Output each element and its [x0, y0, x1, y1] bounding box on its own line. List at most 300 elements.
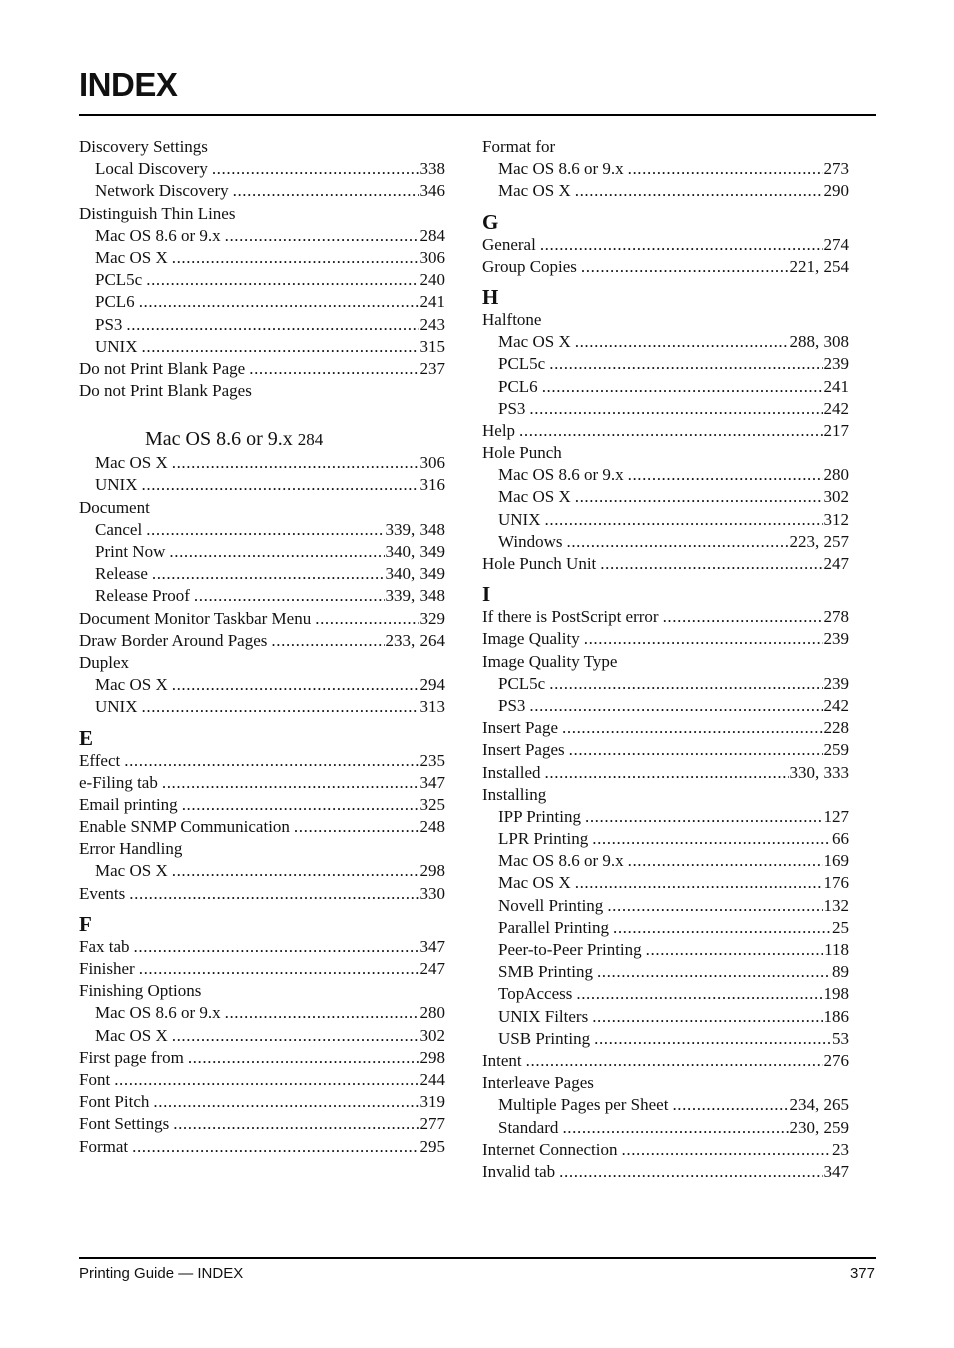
entry-page: 25 — [832, 917, 849, 937]
entry-page: 346 — [419, 181, 445, 201]
entry-page: 240 — [419, 270, 445, 290]
index-subentry — [482, 806, 849, 828]
entry-text: Print Now — [95, 542, 166, 561]
entry-page: 280 — [823, 465, 849, 485]
dot-leader — [172, 247, 419, 269]
dot-leader — [607, 895, 822, 917]
dot-leader — [672, 1094, 788, 1116]
entry-text: Mac OS X — [95, 453, 168, 473]
dot-leader — [233, 180, 419, 202]
entry-text: Mac OS X — [95, 1025, 168, 1045]
dot-leader — [173, 1113, 418, 1135]
dot-leader — [139, 291, 419, 313]
index-entry — [79, 794, 445, 816]
entry-text: Font Pitch — [79, 1092, 150, 1112]
entry-page: 339, 348 — [385, 519, 445, 539]
entry-text: Effect — [79, 750, 121, 770]
entry-text: Installing — [482, 784, 547, 804]
entry-page: 340, 349 — [385, 542, 445, 561]
index-entry — [482, 739, 849, 761]
index-entry — [482, 784, 849, 806]
index-entry — [79, 652, 445, 674]
entry-text: Font — [79, 1069, 111, 1089]
index-entry — [79, 380, 445, 402]
entry-text: Mac OS X — [498, 873, 571, 893]
entry-page: 53 — [832, 1028, 849, 1048]
entry-text: Events — [79, 883, 126, 903]
index-entry — [79, 1091, 445, 1113]
entry-page: 312 — [823, 509, 849, 529]
index-entry — [79, 358, 445, 380]
entry-text: Network Discovery — [95, 181, 229, 201]
entry-text: PCL5c — [95, 270, 143, 290]
index-entry — [79, 203, 445, 225]
entry-page: 313 — [419, 697, 445, 717]
dot-leader — [182, 794, 419, 816]
dot-leader — [529, 398, 822, 420]
spacer — [79, 402, 445, 426]
index-subentry — [79, 291, 445, 313]
entry-page: 277 — [419, 1114, 445, 1134]
index-subentry — [79, 1002, 445, 1024]
entry-text: Finishing Options — [79, 981, 202, 1001]
index-entry — [482, 234, 849, 256]
index-subentry — [482, 828, 849, 850]
footer-label: Printing Guide — INDEX — [79, 1265, 244, 1282]
entry-page: 294 — [419, 675, 445, 695]
entry-page: 233, 264 — [385, 630, 445, 650]
entry-text: Enable SNMP Communication — [79, 817, 290, 837]
index-subentry — [79, 452, 445, 474]
entry-text: Release Proof — [95, 586, 190, 606]
entry-text: Format — [79, 1136, 129, 1156]
entry-page: 66 — [832, 829, 849, 849]
entry-page: 198 — [823, 984, 849, 1004]
index-entry — [79, 980, 445, 1002]
dot-leader — [628, 158, 823, 180]
entry-page: 340, 349 — [385, 564, 445, 584]
index-subentry — [79, 225, 445, 247]
dot-leader — [526, 1050, 823, 1072]
entry-text: Mac OS 8.6 or 9.x — [95, 1003, 221, 1023]
index-subentry — [482, 398, 849, 420]
section-letter: F — [79, 911, 92, 936]
entry-text: Peer-to-Peer Printing — [498, 940, 642, 959]
entry-page: 247 — [823, 554, 849, 573]
entry-page: 316 — [419, 475, 445, 495]
entry-text: Group Copies — [482, 256, 577, 276]
entry-page: 243 — [419, 314, 445, 334]
entry-page: 347 — [419, 772, 445, 792]
entry-text: PS3 — [498, 398, 526, 418]
entry-text: Discovery Settings — [79, 137, 208, 156]
dot-leader — [592, 1006, 822, 1028]
entry-page: 347 — [419, 936, 445, 956]
dot-leader — [519, 420, 822, 442]
index-entry — [482, 309, 849, 331]
entry-text: Email printing — [79, 794, 178, 814]
entry-text: USB Printing — [498, 1028, 591, 1048]
entry-text: Cancel — [95, 519, 143, 539]
dot-leader — [225, 1002, 419, 1024]
section-letter: G — [482, 209, 499, 234]
dot-leader — [569, 739, 823, 761]
dot-leader — [172, 1025, 419, 1047]
entry-text: Do not Print Blank Page — [79, 358, 246, 378]
entry-text: Mac OS 8.6 or 9.x — [498, 851, 624, 871]
dot-leader — [152, 563, 385, 585]
dot-leader — [212, 158, 419, 180]
entry-text: Mac OS X — [95, 675, 168, 695]
entry-page: 325 — [419, 794, 445, 814]
entry-text: Interleave Pages — [482, 1073, 594, 1093]
entry-text: First page from — [79, 1047, 184, 1067]
entry-text: e-Filing tab — [79, 772, 158, 792]
dot-leader — [142, 696, 419, 718]
entry-text: PCL5c — [498, 673, 546, 693]
index-entry — [79, 497, 445, 519]
dot-leader — [575, 180, 823, 202]
entry-text: Document Monitor Taskbar Menu — [79, 608, 312, 628]
entry-text: General — [482, 234, 536, 254]
index-subentry — [79, 269, 445, 291]
entry-page: 288, 308 — [789, 332, 849, 352]
entry-page: 298 — [419, 1047, 445, 1067]
dot-leader — [600, 553, 822, 575]
index-entry — [79, 1113, 445, 1135]
entry-text: Distinguish Thin Lines — [79, 203, 236, 223]
dot-leader — [146, 519, 384, 541]
dot-leader — [315, 608, 418, 630]
dot-leader — [129, 883, 418, 905]
entry-page: 241 — [823, 376, 849, 396]
index-entry — [79, 772, 445, 794]
dot-leader — [142, 336, 419, 358]
entry-page: 239 — [823, 673, 849, 693]
dot-leader — [142, 474, 419, 496]
dot-leader — [529, 695, 822, 717]
index-subentry — [482, 695, 849, 717]
index-subentry — [482, 673, 849, 695]
entry-text: Mac OS X — [498, 487, 571, 507]
dot-leader — [613, 917, 831, 939]
dot-leader — [134, 936, 419, 958]
dot-leader — [172, 674, 419, 696]
entry-page: 176 — [823, 873, 849, 893]
entry-text: Image Quality — [482, 629, 580, 649]
entry-text: IPP Printing — [498, 806, 581, 826]
entry-text: UNIX — [95, 475, 138, 495]
page-title: INDEX — [79, 66, 178, 103]
index-entry — [79, 958, 445, 980]
index-subentry — [482, 1006, 849, 1028]
index-subentry — [482, 158, 849, 180]
index-entry — [79, 936, 445, 958]
entry-text: Duplex — [79, 652, 130, 672]
entry-text: Do not Print Blank Pages — [79, 381, 252, 401]
entry-page: 239 — [823, 354, 849, 374]
dot-leader — [194, 585, 385, 607]
index-subentry — [482, 353, 849, 375]
index-subentry — [482, 1094, 849, 1116]
entry-text: Novell Printing — [498, 895, 604, 915]
section-letter: I — [482, 582, 491, 607]
entry-page: 217 — [823, 420, 849, 440]
index-subentry — [482, 872, 849, 894]
entry-text: Intent — [482, 1050, 522, 1070]
dot-leader — [153, 1091, 418, 1113]
index-subentry — [79, 674, 445, 696]
entry-text: Invalid tab — [482, 1161, 556, 1181]
index-entry — [482, 651, 849, 673]
entry-text: Mac OS X — [498, 332, 571, 352]
entry-page: 330 — [419, 883, 445, 903]
entry-text: Fax tab — [79, 936, 130, 956]
dot-leader — [540, 234, 823, 256]
entry-text: PS3 — [498, 695, 526, 715]
dot-leader — [126, 314, 418, 336]
entry-text: LPR Printing — [498, 829, 589, 849]
dot-leader — [581, 256, 789, 278]
entry-text: Error Handling — [79, 839, 183, 859]
entry-text: Document — [79, 497, 150, 517]
entry-text: UNIX — [95, 697, 138, 717]
entry-page: 339, 348 — [385, 586, 445, 606]
entry-page: 306 — [419, 453, 445, 473]
entry-page: 248 — [419, 817, 445, 837]
entry-text: PCL6 — [95, 292, 135, 312]
entry-page: 247 — [419, 959, 445, 978]
entry-page: 276 — [823, 1050, 849, 1070]
dot-leader — [585, 806, 823, 828]
entry-page: 330, 333 — [789, 762, 849, 782]
index-entry — [482, 1161, 849, 1183]
index-entry — [79, 1047, 445, 1069]
index-entry — [482, 1072, 849, 1094]
index-subentry — [79, 696, 445, 718]
entry-page: 230, 259 — [789, 1117, 849, 1137]
index-subentry — [482, 376, 849, 398]
dot-leader — [622, 1139, 832, 1161]
index-subentry — [482, 180, 849, 202]
entry-page: 127 — [823, 806, 849, 826]
entry-text: Hole Punch Unit — [482, 554, 597, 573]
index-subentry — [79, 158, 445, 180]
index-entry — [482, 1139, 849, 1161]
index-entry — [482, 256, 849, 278]
entry-text: Hole Punch — [482, 443, 562, 463]
index-subentry — [482, 331, 849, 353]
index-subentry — [482, 531, 849, 553]
entry-page: 221, 254 — [789, 256, 849, 276]
entry-page: 242 — [823, 695, 849, 715]
index-column-left — [79, 136, 445, 1158]
index-subentry — [482, 895, 849, 917]
index-entry — [482, 553, 849, 575]
index-entry — [482, 717, 849, 739]
dot-leader — [628, 464, 823, 486]
entry-text: Mac OS X — [95, 247, 168, 267]
dot-leader — [592, 828, 831, 850]
dot-leader — [559, 1161, 822, 1183]
index-subentry — [482, 961, 849, 983]
entry-page: 295 — [419, 1136, 445, 1156]
entry-page: 284 — [297, 430, 324, 450]
index-entry — [79, 750, 445, 772]
section-letter: E — [79, 725, 94, 750]
index-entry — [482, 762, 849, 784]
entry-page: 338 — [419, 159, 445, 179]
entry-text: Help — [482, 420, 516, 440]
entry-text: Finisher — [79, 959, 135, 978]
index-entry — [482, 136, 849, 158]
entry-text: Standard — [498, 1117, 559, 1137]
entry-page: 273 — [823, 159, 849, 179]
entry-page: 306 — [419, 247, 445, 267]
entry-text: SMB Printing — [498, 962, 593, 982]
dot-leader — [576, 983, 822, 1005]
index-subentry — [79, 860, 445, 882]
entry-text: TopAccess — [498, 984, 573, 1004]
dot-leader — [549, 353, 822, 375]
index-subentry — [79, 180, 445, 202]
dot-leader — [146, 269, 418, 291]
entry-text: If there is PostScript error — [482, 607, 659, 627]
index-entry — [79, 1069, 445, 1091]
index-entry — [79, 838, 445, 860]
index-subentry — [482, 917, 849, 939]
dot-leader — [139, 958, 419, 980]
dot-leader — [172, 452, 419, 474]
entry-page: 237 — [419, 358, 445, 378]
entry-text: UNIX — [95, 336, 138, 356]
dot-leader — [575, 331, 789, 353]
dot-leader — [562, 717, 822, 739]
index-entry — [482, 628, 849, 650]
dot-leader — [271, 630, 384, 652]
index-entry — [482, 420, 849, 442]
entry-page: 89 — [832, 962, 849, 982]
entry-text: Format for — [482, 137, 556, 156]
entry-text: Mac OS 8.6 or 9.x — [95, 225, 221, 245]
entry-page: 347 — [823, 1161, 849, 1181]
index-subentry — [79, 541, 445, 563]
index-subentry — [79, 519, 445, 541]
page-number: 377 — [849, 1265, 875, 1282]
entry-page: 118 — [824, 940, 849, 959]
entry-text: Image Quality Type — [482, 651, 618, 671]
entry-page: 239 — [823, 629, 849, 649]
index-subentry — [79, 247, 445, 269]
entry-text: Internet Connection — [482, 1139, 618, 1159]
dot-leader — [663, 606, 823, 628]
title-divider — [79, 114, 876, 116]
entry-page: 298 — [419, 861, 445, 881]
index-subentry — [482, 850, 849, 872]
dot-leader — [169, 541, 384, 563]
entry-text: UNIX Filters — [498, 1006, 589, 1026]
dot-leader — [549, 673, 822, 695]
dot-leader — [172, 860, 419, 882]
index-subentry — [79, 585, 445, 607]
dot-leader — [124, 750, 418, 772]
index-subentry — [482, 1028, 849, 1050]
entry-text: Insert Page — [482, 718, 559, 738]
entry-page: 284 — [419, 225, 445, 245]
entry-page: 280 — [419, 1003, 445, 1023]
entry-page: 241 — [419, 292, 445, 312]
entry-page: 228 — [823, 718, 849, 738]
entry-page: 244 — [419, 1069, 445, 1089]
entry-text: Windows — [498, 531, 563, 551]
dot-leader — [545, 509, 823, 531]
index-subentry — [482, 1117, 849, 1139]
index-entry — [482, 1050, 849, 1072]
footer-divider — [79, 1257, 876, 1259]
dot-leader — [188, 1047, 419, 1069]
index-entry — [482, 606, 849, 628]
entry-page: 186 — [823, 1006, 849, 1026]
index-entry — [79, 608, 445, 630]
entry-text: Local Discovery — [95, 159, 208, 179]
entry-page: 274 — [823, 234, 849, 254]
entry-page: 302 — [823, 487, 849, 507]
entry-text: Mac OS 8.6 or 9.x — [498, 159, 624, 179]
dot-leader — [575, 872, 823, 894]
entry-page: 319 — [419, 1092, 445, 1112]
entry-page: 169 — [823, 851, 849, 871]
index-subentry — [79, 314, 445, 336]
dot-leader — [575, 486, 823, 508]
entry-page: 315 — [419, 336, 445, 356]
dot-leader — [225, 225, 419, 247]
entry-page: 302 — [419, 1025, 445, 1045]
entry-page: 223, 257 — [789, 531, 849, 551]
index-subentry — [482, 939, 849, 961]
entry-text: PS3 — [95, 314, 123, 334]
dot-leader — [562, 1117, 788, 1139]
entry-text: Release — [95, 564, 148, 584]
index-subentry — [482, 464, 849, 486]
index-entry-large — [79, 426, 445, 452]
index-entry — [79, 883, 445, 905]
entry-text: Mac OS X — [498, 181, 571, 201]
entry-page: 242 — [823, 398, 849, 418]
dot-leader — [294, 816, 419, 838]
entry-page: 235 — [419, 750, 445, 770]
entry-page: 234, 265 — [789, 1095, 849, 1115]
dot-leader — [545, 762, 789, 784]
dot-leader — [162, 772, 419, 794]
entry-text: Mac OS 8.6 or 9.x — [498, 465, 624, 485]
entry-text: Draw Border Around Pages — [79, 630, 268, 650]
index-subentry — [482, 983, 849, 1005]
entry-page: 329 — [419, 608, 445, 628]
entry-text: Mac OS X — [95, 861, 168, 881]
entry-text: Mac OS 8.6 or 9.x — [145, 428, 293, 451]
dot-leader — [628, 850, 823, 872]
index-subentry — [79, 1025, 445, 1047]
entry-text: UNIX — [498, 509, 541, 529]
dot-leader — [249, 358, 418, 380]
dot-leader — [542, 376, 823, 398]
entry-text: PCL6 — [498, 376, 538, 396]
index-entry — [79, 816, 445, 838]
entry-text: PCL5c — [498, 354, 546, 374]
index-subentry — [79, 336, 445, 358]
index-entry — [79, 630, 445, 652]
entry-page: 23 — [832, 1139, 849, 1159]
